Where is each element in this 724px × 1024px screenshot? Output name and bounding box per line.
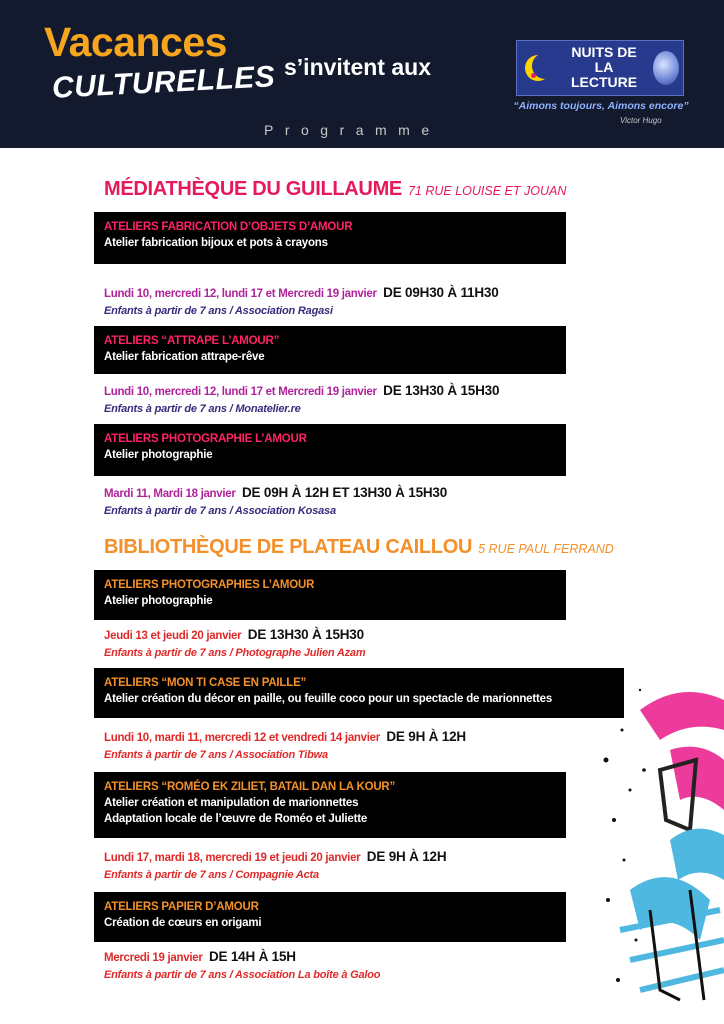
activity-time: DE 9H À 12H bbox=[386, 729, 466, 744]
venue-name: MÉDIATHÈQUE DU GUILLAUME bbox=[104, 178, 402, 200]
activity-title: ATELIERS “ROMÉO EK ZILIET, BATAIL DAN LA KOUR” bbox=[104, 781, 396, 793]
venue-address: 71 RUE LOUISE ET JOUAN bbox=[407, 184, 567, 198]
partner-title: NUITS DE LA LECTURE bbox=[570, 44, 638, 90]
activity-description: Atelier création du décor en paille, ou feuille coco pour un spectacle de marionnettes bbox=[104, 693, 553, 705]
activity-description: Création de cœurs en origami bbox=[104, 917, 262, 929]
activity-schedule bbox=[104, 626, 365, 659]
activity-audience: Enfants à partir de 7 ans / Monatelier.re bbox=[104, 403, 301, 415]
activity-title: ATELIERS “ATTRAPE L’AMOUR” bbox=[104, 335, 280, 347]
activity-box bbox=[94, 570, 566, 620]
activity-time: DE 13H30 À 15H30 bbox=[383, 383, 500, 398]
activity-audience: Enfants à partir de 7 ans / Association Tibwa bbox=[104, 749, 328, 761]
logo-vacances: Vacances bbox=[44, 19, 227, 65]
venue-heading bbox=[104, 178, 566, 201]
activity-box bbox=[94, 326, 566, 374]
activity-description: Atelier fabrication bijoux et pots à crayons bbox=[104, 237, 328, 249]
activity-schedule bbox=[104, 848, 446, 881]
activity-description: Adaptation locale de l’œuvre de Roméo et Juliette bbox=[104, 813, 368, 825]
activity-audience: Enfants à partir de 7 ans / Association Ragasi bbox=[104, 305, 333, 317]
venue-address: 5 RUE PAUL FERRAND bbox=[478, 542, 614, 556]
activity-schedule bbox=[104, 728, 466, 761]
activity-dates: Lundi 10, mardi 11, mercredi 12 et vendredi 14 janvier bbox=[104, 732, 380, 744]
activity-description: Atelier fabrication attrape-rêve bbox=[104, 351, 265, 363]
header-tagline: s’invitent aux bbox=[284, 54, 431, 80]
activity-schedule bbox=[104, 382, 499, 415]
activity-title: ATELIERS PAPIER D’AMOUR bbox=[104, 901, 259, 913]
planet-icon bbox=[653, 51, 679, 85]
activity-box bbox=[94, 668, 624, 718]
partner-quote-author: Victor Hugo bbox=[620, 116, 662, 125]
activity-title: ATELIERS FABRICATION D’OBJETS D’AMOUR bbox=[104, 221, 353, 233]
nuits-de-la-lecture-logo bbox=[516, 40, 684, 96]
activity-title: ATELIERS PHOTOGRAPHIE L’AMOUR bbox=[104, 433, 307, 445]
activity-dates: Lundi 10, mercredi 12, lundi 17 et Mercredi 19 janvier bbox=[104, 386, 377, 398]
activity-dates: Mercredi 19 janvier bbox=[104, 952, 203, 964]
activity-time: DE 09H À 12H ET 13H30 À 15H30 bbox=[242, 485, 448, 500]
moon-icon bbox=[525, 55, 551, 81]
activity-dates: Jeudi 13 et jeudi 20 janvier bbox=[104, 630, 242, 642]
activity-box bbox=[94, 772, 566, 838]
activity-box bbox=[94, 424, 566, 476]
activity-audience: Enfants à partir de 7 ans / Photographe Julien Azam bbox=[104, 647, 366, 659]
activity-description: Atelier photographie bbox=[104, 449, 213, 461]
activity-dates: Lundi 10, mercredi 12, lundi 17 et Mercredi 19 janvier bbox=[104, 288, 377, 300]
activity-time: DE 9H À 12H bbox=[366, 849, 447, 864]
activity-schedule bbox=[104, 948, 380, 981]
activity-time: DE 09H30 À 11H30 bbox=[383, 285, 499, 300]
activity-schedule bbox=[104, 484, 447, 517]
venue-name: BIBLIOTHÈQUE DE PLATEAU CAILLOU bbox=[104, 536, 473, 558]
activity-box bbox=[94, 892, 566, 942]
activity-time: DE 13H30 À 15H30 bbox=[247, 627, 364, 642]
venue-heading bbox=[104, 536, 614, 559]
programme-label: Programme bbox=[264, 122, 441, 138]
activity-title: ATELIERS PHOTOGRAPHIES L’AMOUR bbox=[104, 579, 315, 591]
activity-dates: Mardi 11, Mardi 18 janvier bbox=[104, 488, 236, 500]
activity-time: DE 14H À 15H bbox=[208, 949, 296, 964]
activity-dates: Lundi 17, mardi 18, mercredi 19 et jeudi 20 janvier bbox=[104, 852, 361, 864]
activity-schedule bbox=[104, 284, 499, 317]
header-banner bbox=[0, 0, 724, 148]
partner-quote: “Aimons toujours, Aimons encore” bbox=[513, 100, 689, 112]
activity-audience: Enfants à partir de 7 ans / Association Kosasa bbox=[104, 505, 336, 517]
activity-audience: Enfants à partir de 7 ans / Compagnie Acta bbox=[104, 869, 319, 881]
activity-title: ATELIERS “MON TI CASE EN PAILLE” bbox=[104, 677, 307, 689]
logo-culturelles: CULTURELLES bbox=[51, 60, 276, 105]
dot-icon bbox=[531, 73, 536, 78]
activity-box bbox=[94, 212, 566, 264]
activity-description: Atelier création et manipulation de marionnettes bbox=[104, 797, 359, 809]
activity-audience: Enfants à partir de 7 ans / Association La boîte à Galoo bbox=[104, 969, 381, 981]
activity-description: Atelier photographie bbox=[104, 595, 213, 607]
